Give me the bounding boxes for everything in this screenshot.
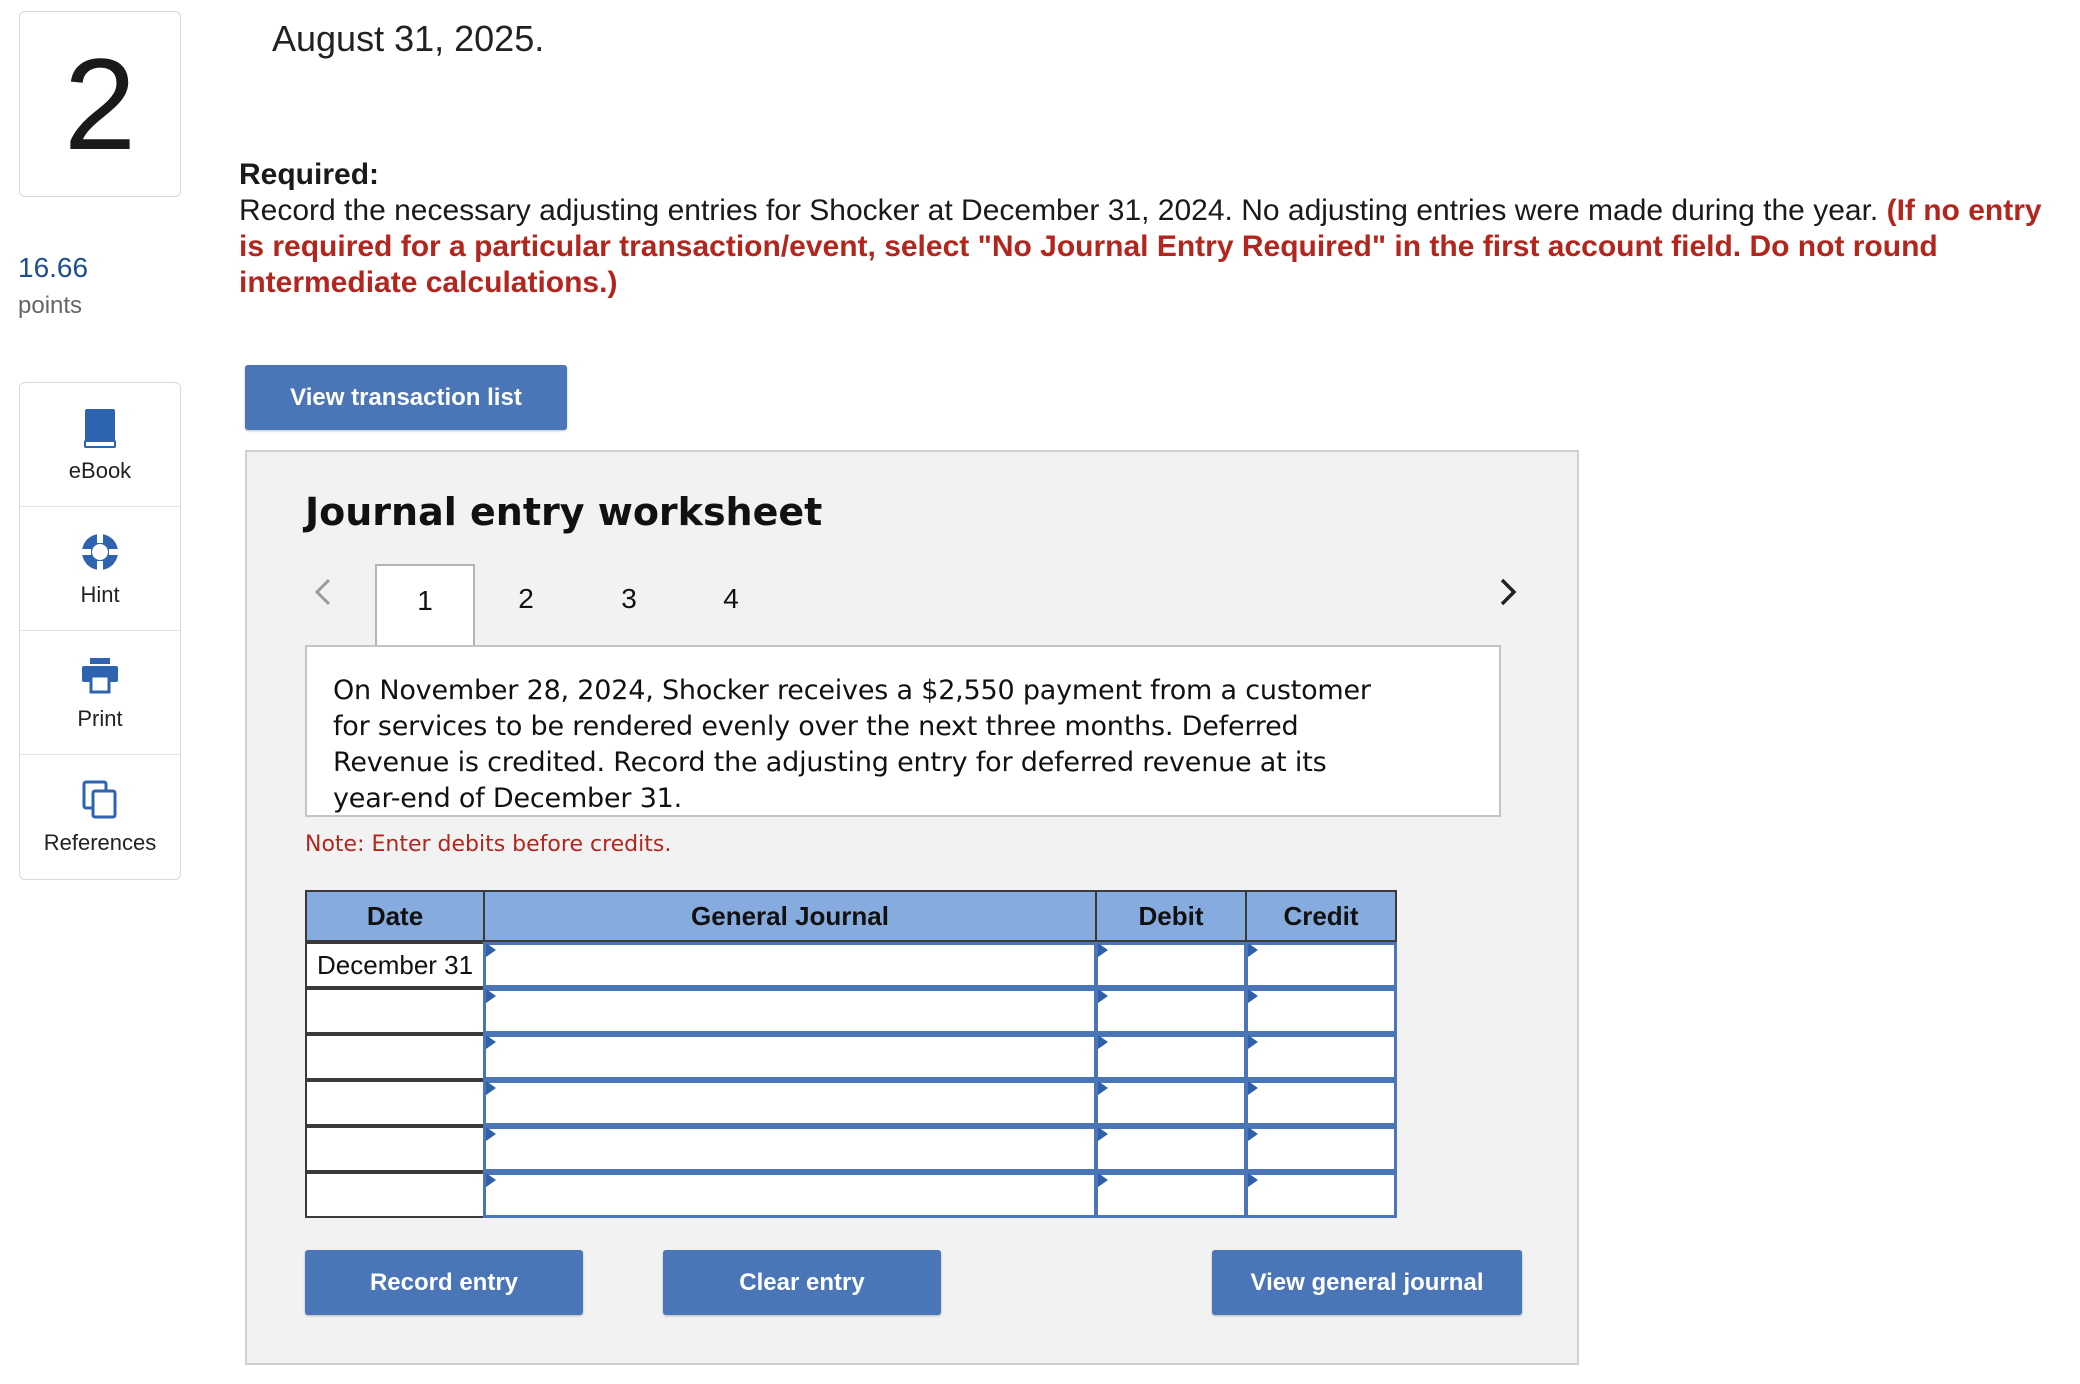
column-header-general-journal: General Journal — [483, 890, 1097, 942]
journal-entry-worksheet — [245, 450, 1579, 1365]
tab-4[interactable]: 4 — [723, 583, 739, 614]
worksheet-title: Journal entry worksheet — [305, 490, 823, 534]
account-input[interactable] — [483, 1172, 1097, 1218]
debit-input[interactable] — [1095, 1034, 1247, 1080]
transaction-description-box — [305, 645, 1501, 817]
print-label: Print — [77, 705, 123, 731]
points-label: points — [18, 292, 83, 319]
account-input[interactable] — [483, 1080, 1097, 1126]
debit-input[interactable] — [1095, 1172, 1247, 1218]
date-cell: December 31 — [305, 942, 485, 988]
credit-input[interactable] — [1245, 1126, 1397, 1172]
required-title: Required: — [239, 158, 380, 191]
account-input[interactable] — [483, 1126, 1097, 1172]
column-header-date: Date — [305, 890, 485, 942]
ebook-label: eBook — [68, 457, 132, 483]
printer-icon — [78, 654, 122, 698]
question-number: 2 — [63, 31, 137, 177]
date-cell — [305, 1172, 485, 1218]
debit-input[interactable] — [1095, 988, 1247, 1034]
references-button[interactable] — [20, 755, 180, 879]
credit-input[interactable] — [1245, 1080, 1397, 1126]
points-value: 16.66 — [18, 252, 89, 283]
account-input[interactable] — [483, 988, 1097, 1034]
chevron-left-icon[interactable] — [309, 572, 339, 612]
debit-input[interactable] — [1095, 1080, 1247, 1126]
tab-1[interactable]: 1 — [375, 564, 475, 648]
view-transaction-list-button[interactable]: View transaction list — [245, 365, 567, 430]
entry-note: Note: Enter debits before credits. — [305, 832, 672, 857]
hint-button[interactable] — [20, 507, 180, 631]
credit-input[interactable] — [1245, 1034, 1397, 1080]
credit-input[interactable] — [1245, 942, 1397, 988]
references-label: References — [43, 830, 157, 855]
ebook-button[interactable] — [20, 383, 180, 507]
account-input[interactable] — [483, 942, 1097, 988]
date-cell — [305, 1126, 485, 1172]
lifebuoy-icon — [78, 530, 122, 574]
tab-2[interactable]: 2 — [518, 583, 534, 614]
chevron-right-icon[interactable] — [1492, 572, 1522, 612]
clear-entry-button[interactable]: Clear entry — [663, 1250, 941, 1315]
question-number-box — [19, 11, 181, 197]
debit-input[interactable] — [1095, 942, 1247, 988]
copy-icon — [78, 778, 122, 822]
hint-label: Hint — [80, 581, 120, 607]
transaction-description: On November 28, 2024, Shocker receives a $2,550 payment from a customer for services to be rendered evenly over the next three months. Deferred Revenue is credited. Record the adjusting entry for deferred revenue at its year-end of December 31. — [333, 675, 1371, 814]
column-header-debit: Debit — [1095, 890, 1247, 942]
required-instruction: (If no entry is required for a particular transaction/event, select "No Journal Entry Required" in the first account field. Do not round intermediate calculations.) — [239, 194, 2042, 299]
credit-input[interactable] — [1245, 988, 1397, 1034]
record-entry-button[interactable]: Record entry — [305, 1250, 583, 1315]
credit-input[interactable] — [1245, 1172, 1397, 1218]
required-text: Record the necessary adjusting entries for Shocker at December 31, 2024. No adjusting entries were made during the year. — [239, 194, 1879, 227]
tab-3[interactable]: 3 — [621, 583, 637, 614]
ebook-icon — [78, 406, 122, 450]
debit-input[interactable] — [1095, 1126, 1247, 1172]
date-cell — [305, 1034, 485, 1080]
column-header-credit: Credit — [1245, 890, 1397, 942]
account-input[interactable] — [483, 1034, 1097, 1080]
cut-off-text-content: August 31, 2025. — [272, 18, 545, 59]
tools-panel — [19, 382, 181, 880]
date-cell — [305, 1080, 485, 1126]
view-general-journal-button[interactable]: View general journal — [1212, 1250, 1522, 1315]
cut-off-text — [272, 18, 545, 84]
print-button[interactable] — [20, 631, 180, 755]
required-body — [239, 193, 2059, 301]
date-cell — [305, 988, 485, 1034]
